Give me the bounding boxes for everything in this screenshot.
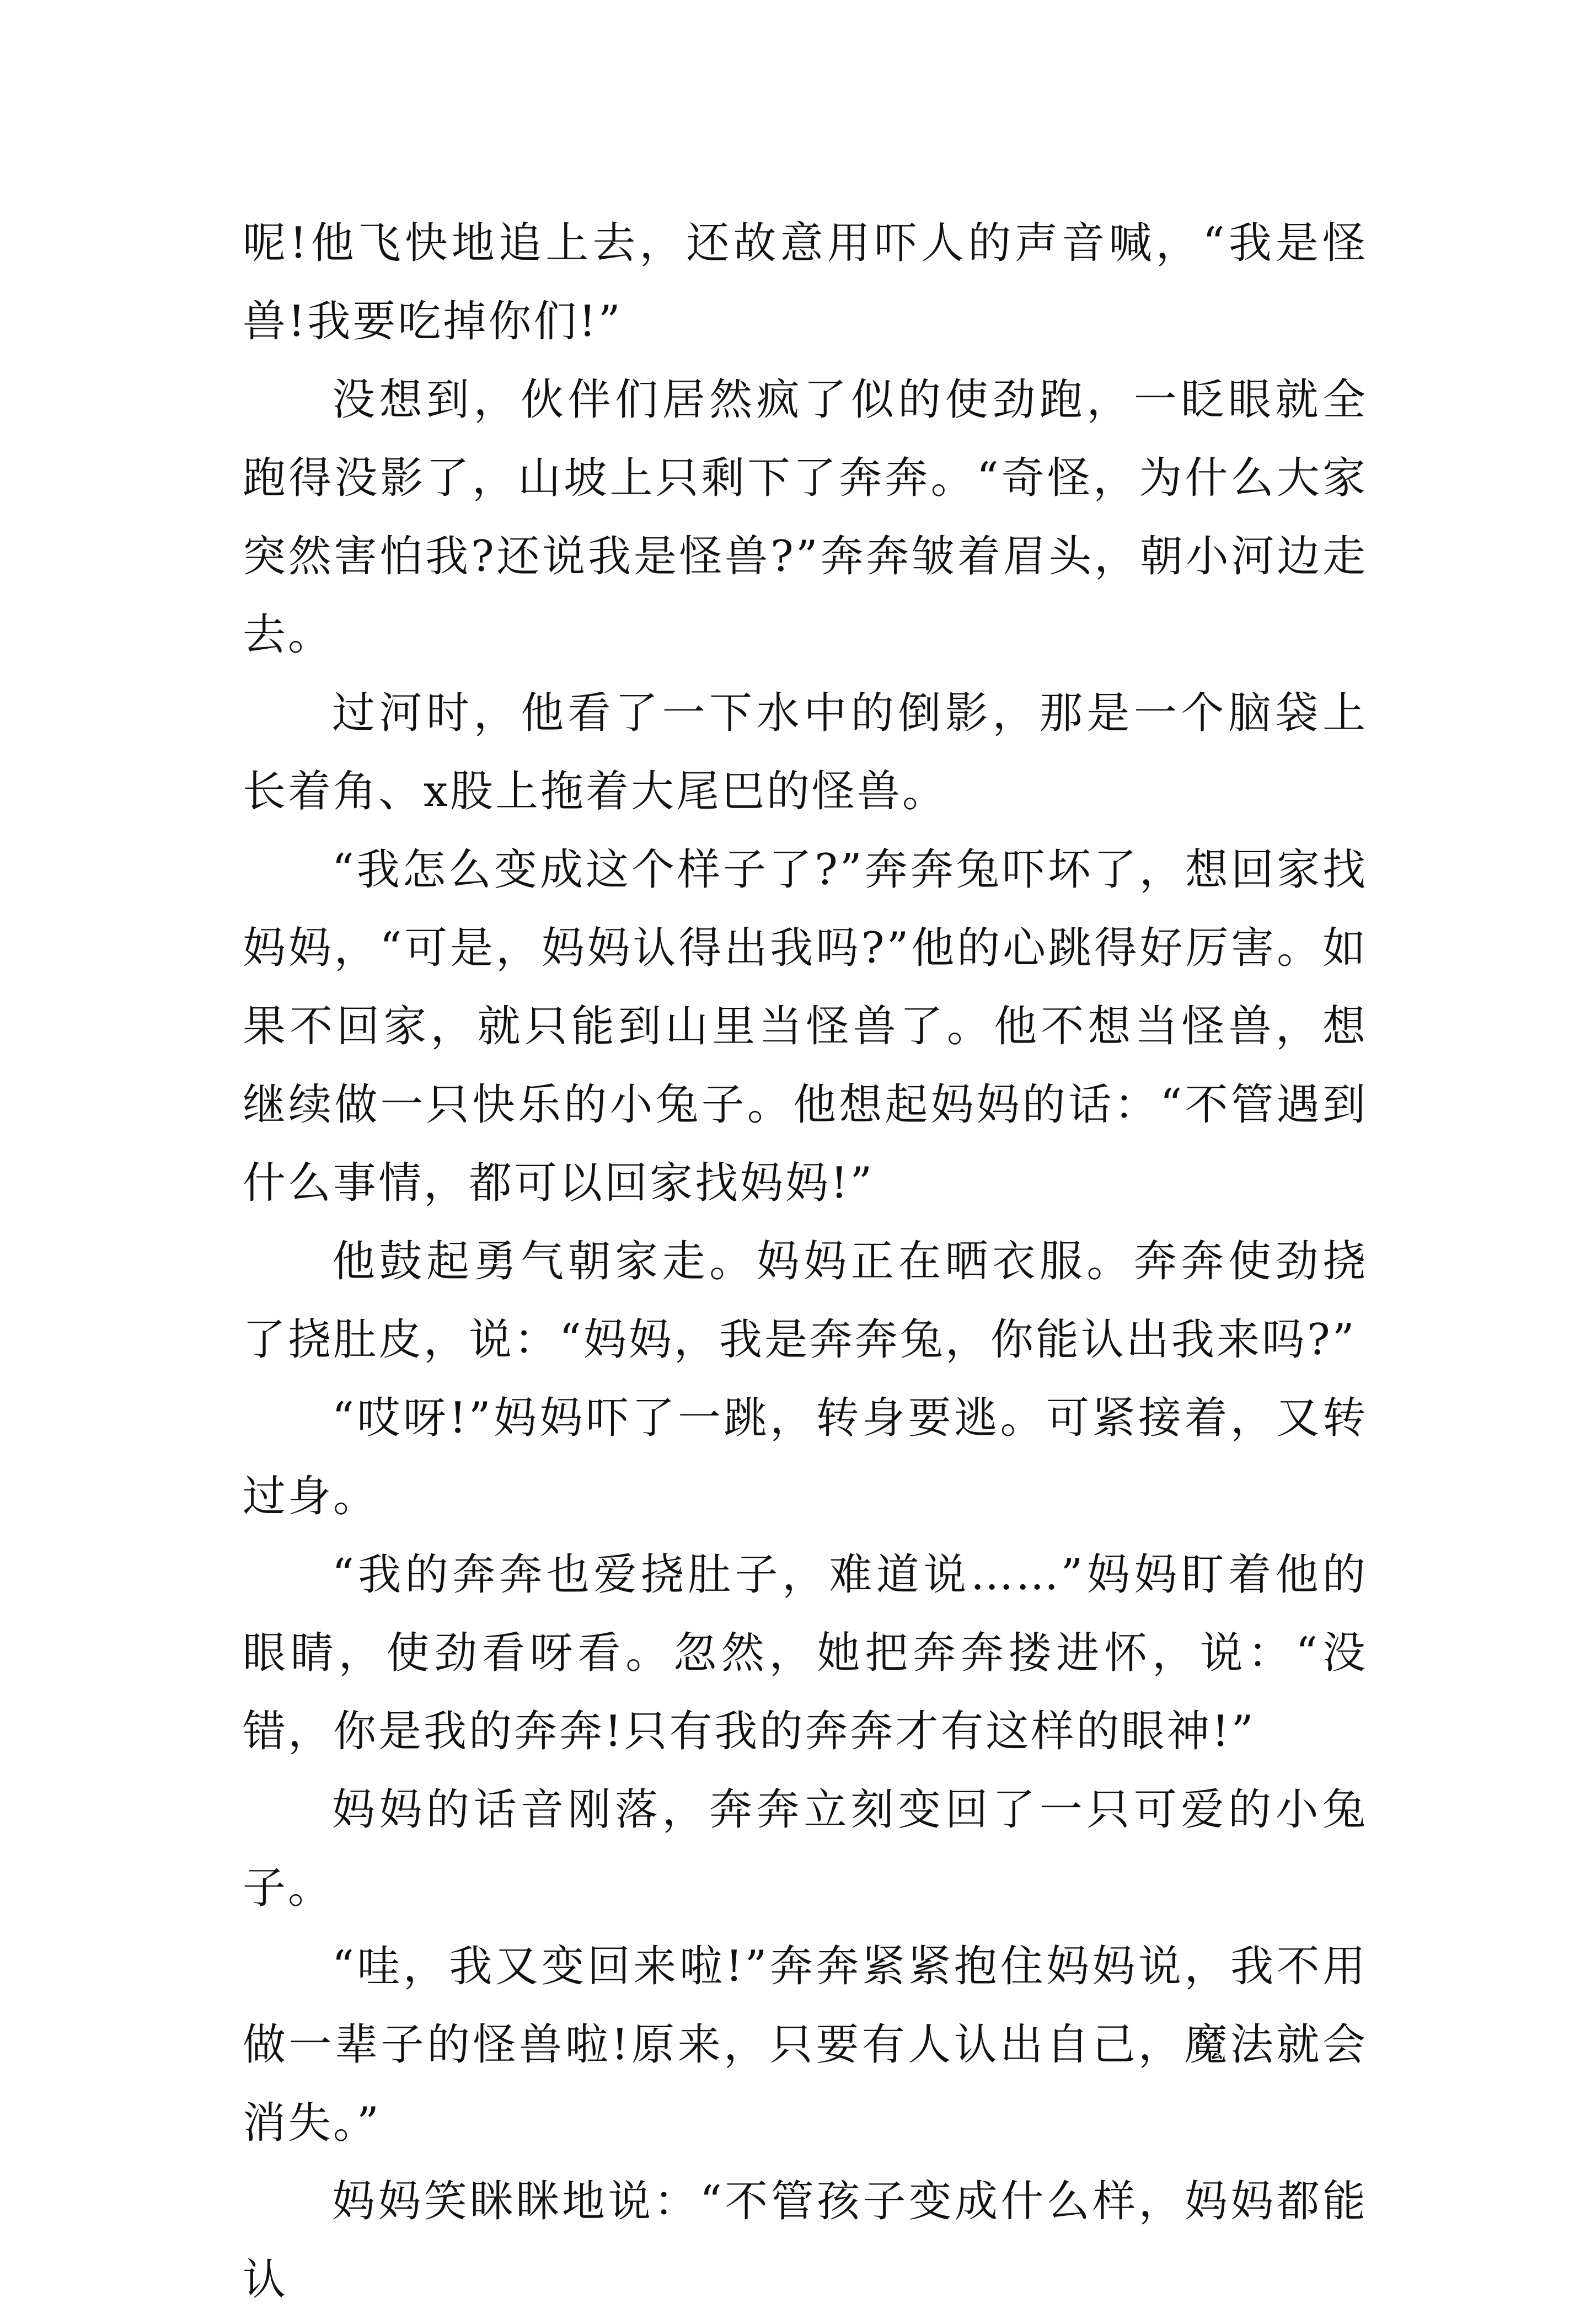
paragraph-10: 妈妈笑眯眯地说：“不管孩子变成什么样，妈妈都能认	[243, 2177, 1368, 2305]
paragraph-5: 他鼓起勇气朝家走。妈妈正在晒衣服。奔奔使劲挠了挠肚皮，说：“妈妈，我是奔奔兔，你能认出我来吗?”	[243, 1237, 1368, 1365]
paragraph-2: 没想到，伙伴们居然疯了似的使劲跑，一眨眼就全跑得没影了，山坡上只剩下了奔奔。“奇怪，为什么大家突然害怕我?还说我是怪兽?”奔奔皱着眉头，朝小河边走去。	[243, 375, 1368, 660]
paragraph-6: “哎呀!”妈妈吓了一跳，转身要逃。可紧接着，又转过身。	[243, 1393, 1368, 1521]
paragraph-3: 过河时，他看了一下水中的倒影，那是一个脑袋上长着角、x股上拖着大尾巴的怪兽。	[243, 688, 1368, 816]
paragraph-1: 呢!他飞快地追上去，还故意用吓人的声音喊，“我是怪兽!我要吃掉你们!”	[243, 218, 1368, 346]
paragraph-7: “我的奔奔也爱挠肚子，难道说……”妈妈盯着他的眼睛，使劲看呀看。忽然，她把奔奔搂进怀，说：“没错，你是我的奔奔!只有我的奔奔才有这样的眼神!”	[243, 1550, 1368, 1756]
paragraph-9: “哇，我又变回来啦!”奔奔紧紧抱住妈妈说，我不用做一辈子的怪兽啦!原来，只要有人认出自己，魔法就会消失。”	[243, 1942, 1368, 2148]
story-text	[243, 204, 1368, 2319]
paragraph-4: “我怎么变成这个样子了?”奔奔兔吓坏了，想回家找妈妈，“可是，妈妈认得出我吗?”他的心跳得好厉害。如果不回家，就只能到山里当怪兽了。他不想当怪兽，想继续做一只快乐的小兔子。他想起妈妈的话：“不管遇到什么事情，都可以回家找妈妈!”	[243, 845, 1368, 1208]
paragraph-8: 妈妈的话音刚落，奔奔立刻变回了一只可爱的小兔子。	[243, 1785, 1368, 1913]
